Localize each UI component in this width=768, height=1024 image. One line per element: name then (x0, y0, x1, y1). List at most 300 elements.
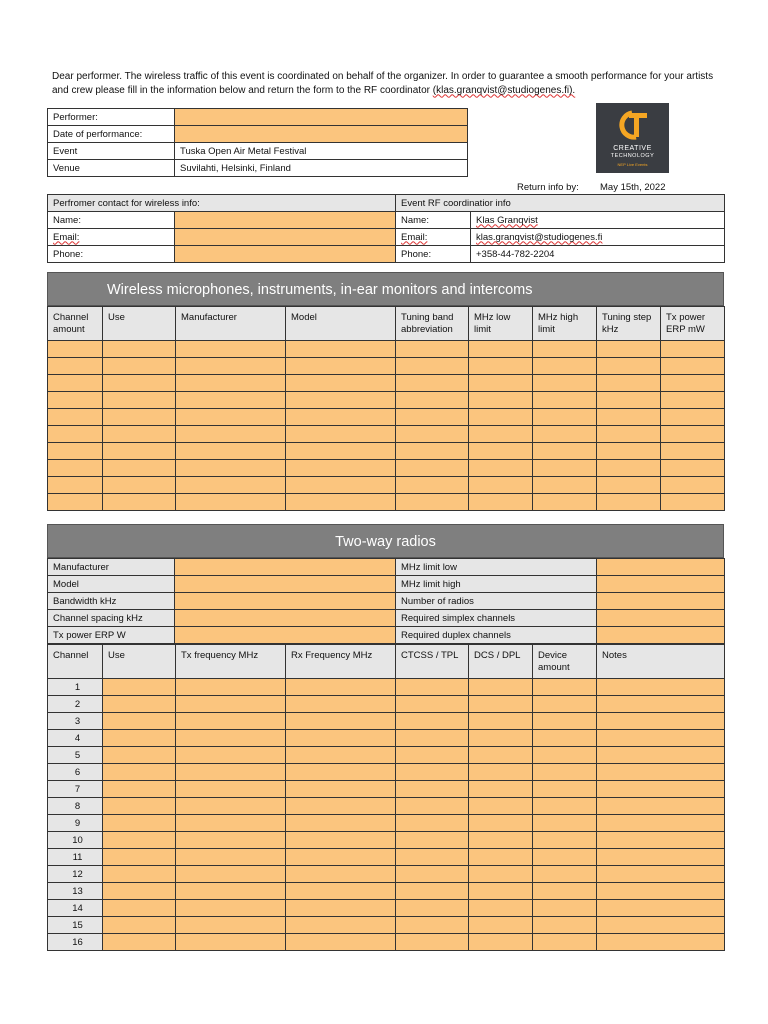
event-info-field: Tuska Open Air Metal Festival (175, 143, 468, 160)
wireless-cell[interactable] (597, 341, 661, 358)
coordinator-contact-value (471, 229, 725, 246)
event-info-field[interactable] (175, 126, 468, 143)
wireless-cell[interactable] (48, 392, 103, 409)
coordinator-contact-value (471, 212, 725, 229)
radio-channel-cell[interactable] (597, 934, 725, 951)
radio-channel-cell[interactable] (533, 866, 597, 883)
wireless-cell[interactable] (103, 409, 176, 426)
radio-channel-cell[interactable] (103, 832, 176, 849)
wireless-cell[interactable] (103, 443, 176, 460)
radios-column-header: Tx frequency MHz (176, 645, 286, 679)
wireless-cell[interactable] (533, 426, 597, 443)
wireless-cell[interactable] (661, 443, 725, 460)
wireless-cell[interactable] (597, 375, 661, 392)
radio-channel-cell[interactable] (533, 849, 597, 866)
radio-spec-label: Channel spacing kHz (48, 610, 175, 627)
event-info-table (47, 108, 468, 177)
radio-spec-field[interactable] (597, 576, 725, 593)
wireless-cell[interactable] (396, 494, 469, 511)
radio-channel-cell[interactable] (286, 764, 396, 781)
radio-channel-cell[interactable] (176, 900, 286, 917)
wireless-cell[interactable] (533, 392, 597, 409)
radio-channel-cell[interactable] (176, 730, 286, 747)
performer-contact-label: Email: (48, 229, 175, 246)
radio-channel-cell[interactable] (597, 781, 725, 798)
wireless-cell[interactable] (103, 341, 176, 358)
radio-channel-row (48, 696, 725, 713)
radio-channel-cell[interactable] (533, 798, 597, 815)
wireless-cell[interactable] (286, 409, 396, 426)
radio-spec-label: Required duplex channels (396, 627, 597, 644)
wireless-cell[interactable] (597, 460, 661, 477)
radio-channel-row (48, 747, 725, 764)
radio-channel-number: 1 (48, 679, 103, 696)
radio-channel-row (48, 764, 725, 781)
radio-channel-cell[interactable] (286, 713, 396, 730)
radio-channel-cell[interactable] (469, 917, 533, 934)
radio-channel-cell[interactable] (176, 747, 286, 764)
wireless-cell[interactable] (48, 375, 103, 392)
wireless-cell[interactable] (48, 358, 103, 375)
coordinator-contact-text: Klas Granqvist (476, 214, 538, 226)
wireless-cell[interactable] (396, 460, 469, 477)
radio-channel-cell[interactable] (469, 934, 533, 951)
wireless-cell[interactable] (396, 426, 469, 443)
radio-spec-field[interactable] (175, 593, 396, 610)
wireless-cell[interactable] (661, 392, 725, 409)
radio-channel-cell[interactable] (533, 832, 597, 849)
radio-channel-cell[interactable] (533, 815, 597, 832)
radio-channel-cell[interactable] (286, 747, 396, 764)
wireless-cell[interactable] (176, 358, 286, 375)
wireless-cell[interactable] (533, 375, 597, 392)
wireless-column-header: MHz high limit (533, 307, 597, 341)
radio-channel-cell[interactable] (286, 781, 396, 798)
radio-spec-row (48, 627, 725, 644)
radio-channel-cell[interactable] (176, 713, 286, 730)
wireless-cell[interactable] (286, 341, 396, 358)
radio-channel-cell[interactable] (396, 934, 469, 951)
radio-channel-cell[interactable] (469, 713, 533, 730)
wireless-cell[interactable] (176, 341, 286, 358)
wireless-cell[interactable] (469, 443, 533, 460)
radio-channel-number: 5 (48, 747, 103, 764)
radio-channel-row (48, 866, 725, 883)
radios-header-row (48, 645, 725, 679)
wireless-cell[interactable] (103, 358, 176, 375)
radio-channel-cell[interactable] (286, 866, 396, 883)
radio-spec-field[interactable] (175, 576, 396, 593)
radio-channel-row (48, 934, 725, 951)
wireless-cell[interactable] (469, 375, 533, 392)
wireless-cell[interactable] (48, 341, 103, 358)
radio-channel-cell[interactable] (396, 815, 469, 832)
wireless-cell[interactable] (396, 375, 469, 392)
wireless-cell[interactable] (103, 494, 176, 511)
radio-channel-cell[interactable] (286, 917, 396, 934)
wireless-cell[interactable] (469, 460, 533, 477)
wireless-row (48, 358, 725, 375)
radio-channel-cell[interactable] (469, 815, 533, 832)
performer-contact-field[interactable] (175, 229, 396, 246)
radio-channel-cell[interactable] (176, 781, 286, 798)
wireless-cell[interactable] (286, 392, 396, 409)
radio-channel-cell[interactable] (103, 679, 176, 696)
wireless-cell[interactable] (533, 494, 597, 511)
radio-channel-cell[interactable] (103, 764, 176, 781)
wireless-row (48, 375, 725, 392)
radio-channel-cell[interactable] (533, 679, 597, 696)
radio-spec-field[interactable] (597, 559, 725, 576)
wireless-cell[interactable] (661, 358, 725, 375)
wireless-cell[interactable] (48, 426, 103, 443)
wireless-cell[interactable] (661, 375, 725, 392)
radio-channel-cell[interactable] (176, 849, 286, 866)
event-info-field: Suvilahti, Helsinki, Finland (175, 160, 468, 177)
wireless-row (48, 443, 725, 460)
radio-channel-cell[interactable] (176, 696, 286, 713)
radios-section-title: Two-way radios (47, 524, 724, 558)
wireless-cell[interactable] (661, 477, 725, 494)
radio-channel-cell[interactable] (533, 781, 597, 798)
radio-channel-cell[interactable] (396, 798, 469, 815)
radio-channel-cell[interactable] (469, 866, 533, 883)
radio-channel-row (48, 900, 725, 917)
radio-channel-cell[interactable] (469, 900, 533, 917)
wireless-cell[interactable] (286, 426, 396, 443)
wireless-cell[interactable] (661, 341, 725, 358)
radio-channel-cell[interactable] (176, 764, 286, 781)
wireless-column-header: Model (286, 307, 396, 341)
wireless-cell[interactable] (533, 409, 597, 426)
radio-channel-number: 13 (48, 883, 103, 900)
radios-column-header: CTCSS / TPL (396, 645, 469, 679)
radio-channel-cell[interactable] (533, 900, 597, 917)
wireless-cell[interactable] (48, 409, 103, 426)
radio-channel-cell[interactable] (597, 747, 725, 764)
wireless-cell[interactable] (176, 409, 286, 426)
radio-channel-cell[interactable] (103, 730, 176, 747)
radio-channel-cell[interactable] (469, 798, 533, 815)
radio-channel-cell[interactable] (176, 832, 286, 849)
radio-spec-row (48, 593, 725, 610)
event-info-row (48, 143, 468, 160)
radio-channel-cell[interactable] (176, 883, 286, 900)
radio-channel-cell[interactable] (103, 934, 176, 951)
radio-channel-cell[interactable] (597, 730, 725, 747)
wireless-cell[interactable] (176, 494, 286, 511)
radio-channel-row (48, 679, 725, 696)
radio-channel-number: 11 (48, 849, 103, 866)
event-info-row (48, 109, 468, 126)
wireless-cell[interactable] (396, 392, 469, 409)
radio-channel-cell[interactable] (103, 747, 176, 764)
radio-channel-cell[interactable] (597, 866, 725, 883)
wireless-header-row (48, 307, 725, 341)
radio-channel-cell[interactable] (469, 730, 533, 747)
wireless-cell[interactable] (48, 477, 103, 494)
event-info-label: Performer: (48, 109, 175, 126)
wireless-column-header: MHz low limit (469, 307, 533, 341)
radio-channel-cell[interactable] (533, 713, 597, 730)
wireless-cell[interactable] (286, 375, 396, 392)
event-info-field[interactable] (175, 109, 468, 126)
radio-channel-row (48, 917, 725, 934)
radio-channel-cell[interactable] (286, 798, 396, 815)
radio-channel-cell[interactable] (396, 849, 469, 866)
radio-channel-cell[interactable] (103, 900, 176, 917)
wireless-column-header: Tuning step kHz (597, 307, 661, 341)
wireless-cell[interactable] (469, 341, 533, 358)
wireless-row (48, 392, 725, 409)
radio-channel-cell[interactable] (469, 696, 533, 713)
radio-channel-cell[interactable] (286, 849, 396, 866)
wireless-cell[interactable] (103, 375, 176, 392)
radio-channel-cell[interactable] (533, 883, 597, 900)
radio-channel-cell[interactable] (286, 883, 396, 900)
radio-channel-cell[interactable] (396, 696, 469, 713)
radio-spec-label: Manufacturer (48, 559, 175, 576)
event-info-label: Event (48, 143, 175, 160)
radio-channel-cell[interactable] (103, 696, 176, 713)
radio-channel-cell[interactable] (396, 883, 469, 900)
wireless-row (48, 341, 725, 358)
wireless-cell[interactable] (597, 358, 661, 375)
wireless-cell[interactable] (176, 460, 286, 477)
radio-channel-cell[interactable] (396, 764, 469, 781)
coordinator-contact-text: klas.granqvist@studiogenes.fi (476, 231, 603, 243)
wireless-column-header: Tuning band abbreviation (396, 307, 469, 341)
wireless-cell[interactable] (103, 477, 176, 494)
radio-channel-cell[interactable] (103, 849, 176, 866)
wireless-cell[interactable] (286, 443, 396, 460)
wireless-cell[interactable] (533, 443, 597, 460)
logo-line3: NEP Live Events (617, 162, 648, 167)
wireless-table (47, 306, 725, 511)
wireless-cell[interactable] (469, 426, 533, 443)
wireless-cell[interactable] (396, 409, 469, 426)
event-info-row (48, 160, 468, 177)
radio-channel-cell[interactable] (469, 883, 533, 900)
contact-row (48, 229, 725, 246)
radio-channel-cell[interactable] (103, 883, 176, 900)
wireless-cell[interactable] (661, 409, 725, 426)
radio-channel-cell[interactable] (597, 849, 725, 866)
radio-channel-cell[interactable] (597, 696, 725, 713)
radio-channel-cell[interactable] (286, 815, 396, 832)
radio-channel-cell[interactable] (469, 832, 533, 849)
radio-spec-field[interactable] (597, 610, 725, 627)
wireless-cell[interactable] (597, 477, 661, 494)
radio-channel-number: 2 (48, 696, 103, 713)
radio-channel-cell[interactable] (597, 900, 725, 917)
wireless-cell[interactable] (469, 494, 533, 511)
wireless-cell[interactable] (48, 494, 103, 511)
radio-channel-number: 3 (48, 713, 103, 730)
radio-channel-cell[interactable] (396, 832, 469, 849)
creative-technology-logo (596, 103, 669, 173)
wireless-cell[interactable] (176, 443, 286, 460)
radio-channel-cell[interactable] (396, 730, 469, 747)
radio-channel-cell[interactable] (396, 747, 469, 764)
radio-spec-label: Required simplex channels (396, 610, 597, 627)
radio-channel-cell[interactable] (286, 900, 396, 917)
wireless-cell[interactable] (533, 341, 597, 358)
performer-contact-field[interactable] (175, 246, 396, 263)
radio-channel-row (48, 832, 725, 849)
radio-channel-cell[interactable] (176, 798, 286, 815)
radio-spec-label: Number of radios (396, 593, 597, 610)
radio-spec-row (48, 610, 725, 627)
radio-channel-cell[interactable] (597, 764, 725, 781)
wireless-row (48, 409, 725, 426)
wireless-cell[interactable] (176, 375, 286, 392)
radio-channel-cell[interactable] (103, 798, 176, 815)
radio-channel-cell[interactable] (533, 917, 597, 934)
radios-spec-table (47, 558, 725, 644)
radio-channel-cell[interactable] (286, 679, 396, 696)
wireless-cell[interactable] (286, 494, 396, 511)
wireless-cell[interactable] (533, 460, 597, 477)
radio-channel-cell[interactable] (597, 815, 725, 832)
wireless-cell[interactable] (286, 358, 396, 375)
wireless-cell[interactable] (597, 443, 661, 460)
radio-spec-field[interactable] (597, 627, 725, 644)
wireless-cell[interactable] (176, 392, 286, 409)
event-info-label: Date of performance: (48, 126, 175, 143)
radio-channel-cell[interactable] (103, 815, 176, 832)
coordinator-email-link[interactable]: (klas.granqvist@studiogenes.fi). (432, 84, 576, 96)
radio-channel-number: 4 (48, 730, 103, 747)
radio-channel-number: 8 (48, 798, 103, 815)
wireless-cell[interactable] (597, 426, 661, 443)
return-info-date: May 15th, 2022 (600, 182, 666, 193)
radio-channel-row (48, 713, 725, 730)
wireless-cell[interactable] (533, 477, 597, 494)
wireless-cell[interactable] (48, 443, 103, 460)
radio-channel-cell[interactable] (396, 781, 469, 798)
radios-channel-table (47, 644, 725, 951)
radio-channel-cell[interactable] (176, 866, 286, 883)
contacts-header-row (48, 195, 725, 212)
wireless-cell[interactable] (103, 426, 176, 443)
radio-channel-cell[interactable] (533, 934, 597, 951)
radio-spec-field[interactable] (597, 593, 725, 610)
performer-contact-header: Perfromer contact for wireless info: (48, 195, 396, 212)
performer-contact-field[interactable] (175, 212, 396, 229)
wireless-cell[interactable] (396, 477, 469, 494)
radio-channel-row (48, 798, 725, 815)
radio-channel-cell[interactable] (176, 815, 286, 832)
wireless-cell[interactable] (469, 409, 533, 426)
radio-channel-cell[interactable] (286, 696, 396, 713)
wireless-cell[interactable] (103, 460, 176, 477)
radio-channel-cell[interactable] (396, 900, 469, 917)
wireless-cell[interactable] (533, 358, 597, 375)
radio-channel-cell[interactable] (396, 866, 469, 883)
radio-channel-cell[interactable] (176, 679, 286, 696)
radio-channel-cell[interactable] (103, 917, 176, 934)
radio-channel-number: 10 (48, 832, 103, 849)
radio-channel-cell[interactable] (533, 730, 597, 747)
wireless-cell[interactable] (597, 392, 661, 409)
radio-channel-cell[interactable] (103, 866, 176, 883)
wireless-cell[interactable] (286, 460, 396, 477)
radio-channel-cell[interactable] (286, 832, 396, 849)
radio-channel-cell[interactable] (597, 883, 725, 900)
wireless-cell[interactable] (176, 426, 286, 443)
radio-channel-cell[interactable] (597, 832, 725, 849)
radio-channel-cell[interactable] (533, 696, 597, 713)
radio-channel-cell[interactable] (103, 781, 176, 798)
radio-spec-label: MHz limit low (396, 559, 597, 576)
radio-channel-cell[interactable] (533, 747, 597, 764)
radio-channel-row (48, 815, 725, 832)
radio-spec-field[interactable] (175, 627, 396, 644)
wireless-cell[interactable] (396, 341, 469, 358)
wireless-column-header: Use (103, 307, 176, 341)
radio-channel-cell[interactable] (597, 798, 725, 815)
radios-column-header: Notes (597, 645, 725, 679)
radio-spec-field[interactable] (175, 610, 396, 627)
performer-contact-label: Name: (48, 212, 175, 229)
radios-column-header: Rx Frequency MHz (286, 645, 396, 679)
wireless-row (48, 477, 725, 494)
radio-channel-cell[interactable] (597, 917, 725, 934)
radio-channel-cell[interactable] (176, 917, 286, 934)
radio-channel-cell[interactable] (597, 713, 725, 730)
radio-channel-cell[interactable] (469, 849, 533, 866)
radio-channel-cell[interactable] (469, 781, 533, 798)
wireless-cell[interactable] (469, 358, 533, 375)
radio-channel-cell[interactable] (286, 730, 396, 747)
radio-spec-label: Model (48, 576, 175, 593)
wireless-cell[interactable] (661, 426, 725, 443)
radio-channel-cell[interactable] (396, 713, 469, 730)
radio-channel-cell[interactable] (469, 747, 533, 764)
radio-spec-field[interactable] (175, 559, 396, 576)
radio-channel-cell[interactable] (469, 679, 533, 696)
wireless-cell[interactable] (396, 358, 469, 375)
radio-channel-cell[interactable] (396, 917, 469, 934)
wireless-row (48, 494, 725, 511)
contacts-table (47, 194, 725, 263)
event-info-label: Venue (48, 160, 175, 177)
intro-text: Dear performer. The wireless traffic of this event is coordinated on behalf of the organizer. In order to guarantee a smooth performance for your artists and crew please fill in the information below and return the form to the RF coordinator (52, 71, 714, 96)
wireless-cell[interactable] (597, 409, 661, 426)
wireless-cell[interactable] (396, 443, 469, 460)
radio-channel-cell[interactable] (396, 679, 469, 696)
wireless-cell[interactable] (103, 392, 176, 409)
wireless-cell[interactable] (176, 477, 286, 494)
radio-channel-cell[interactable] (176, 934, 286, 951)
wireless-cell[interactable] (661, 494, 725, 511)
radio-channel-number: 14 (48, 900, 103, 917)
wireless-cell[interactable] (48, 460, 103, 477)
wireless-cell[interactable] (597, 494, 661, 511)
radio-channel-cell[interactable] (533, 764, 597, 781)
radio-channel-cell[interactable] (103, 713, 176, 730)
wireless-cell[interactable] (286, 477, 396, 494)
wireless-cell[interactable] (469, 477, 533, 494)
wireless-cell[interactable] (661, 460, 725, 477)
radio-channel-cell[interactable] (597, 679, 725, 696)
radio-channel-cell[interactable] (469, 764, 533, 781)
wireless-cell[interactable] (469, 392, 533, 409)
radio-channel-cell[interactable] (286, 934, 396, 951)
radios-column-header: DCS / DPL (469, 645, 533, 679)
radio-channel-row (48, 883, 725, 900)
